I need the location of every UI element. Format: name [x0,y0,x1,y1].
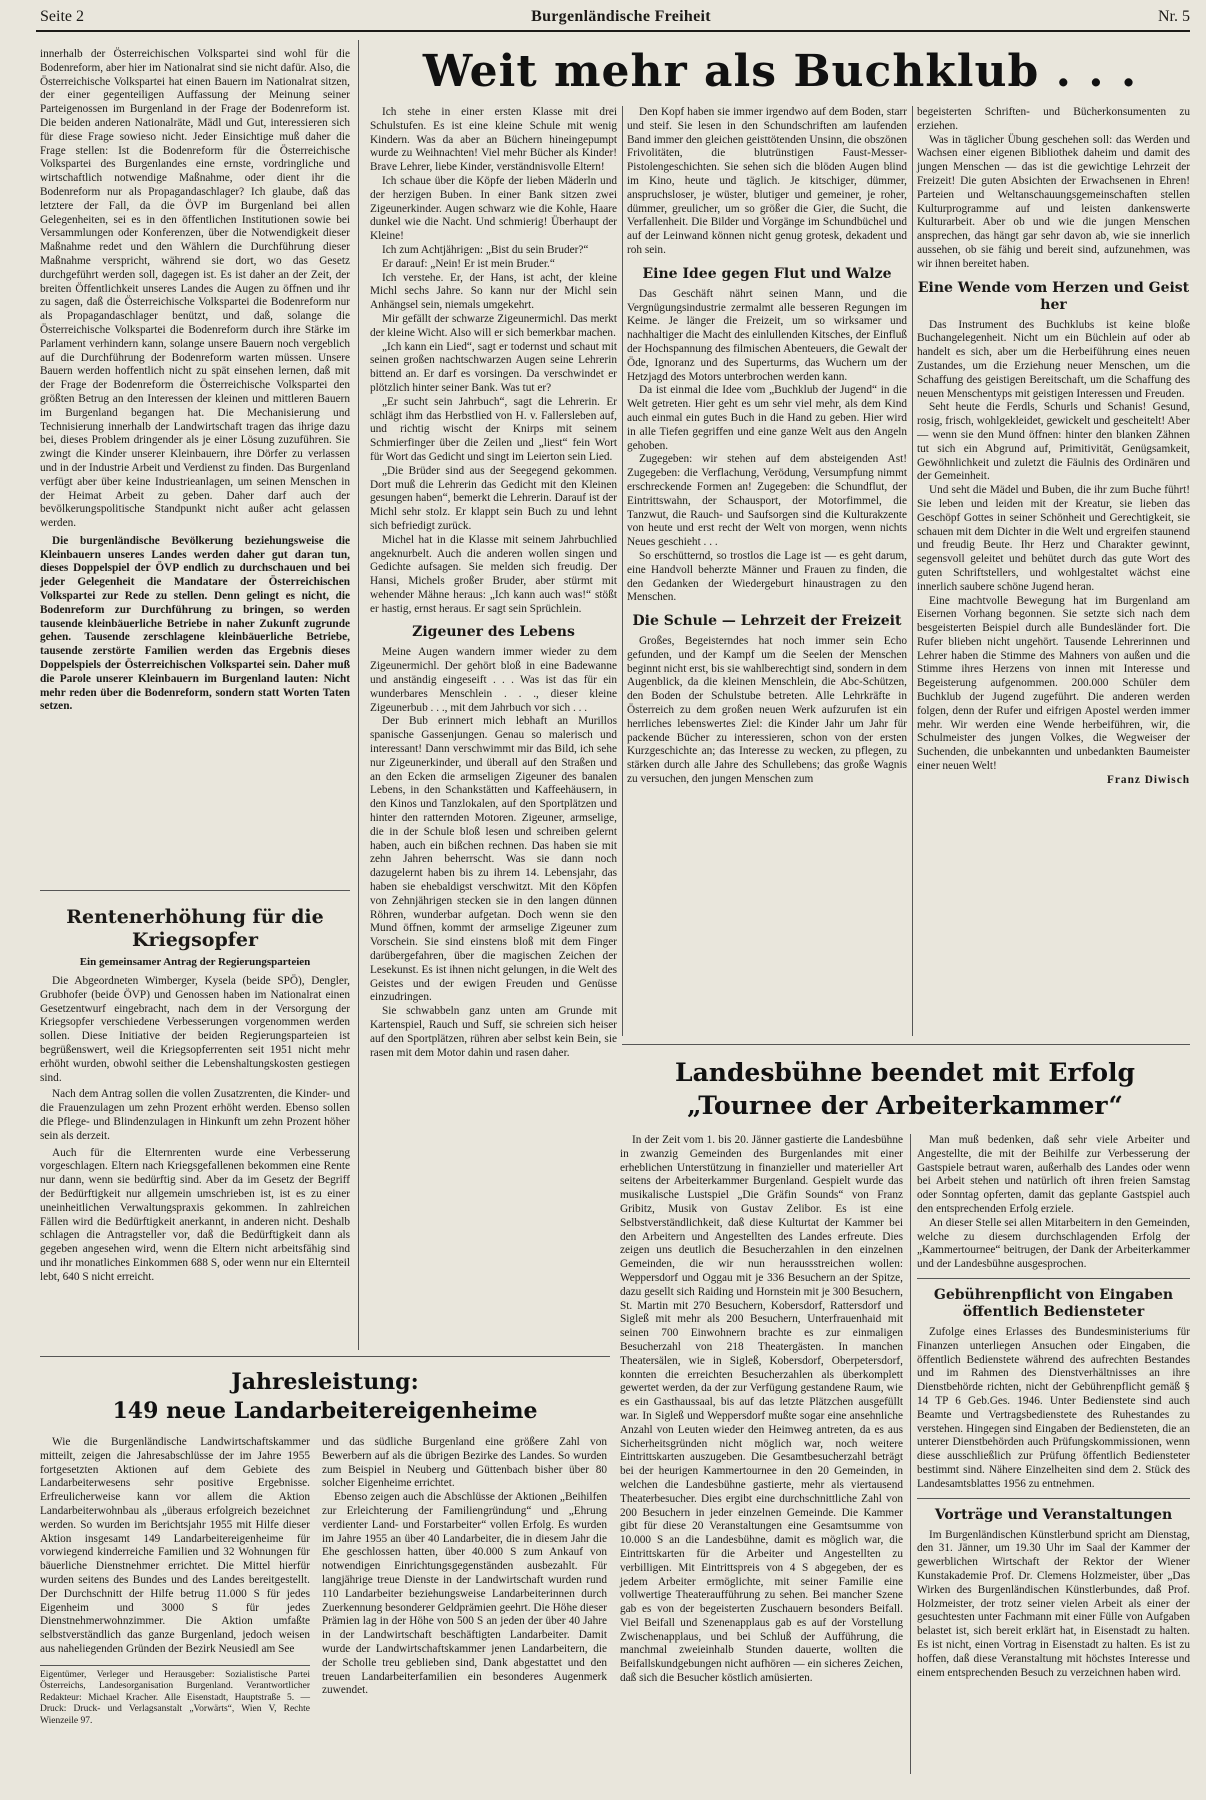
article-paragraph: Zugegeben: wir stehen auf dem absteigenden Ast! Zugegeben: die Verflachung, Verödung, Versumpfung nimmt erschreckende Formen an! Zugegeben: die Schundflut, der Eintrittswahn, der Schausport, der Motorfimmel, die Tanzwut, die Rauch- und Saufsorgen sind die Kulturakzente von heute und erst recht der Welt von morgen, wenn nichts Neues geschieht . . . [627,453,907,549]
article-paragraph: Ebenso zeigen auch die Abschlüsse der Aktionen „Beihilfen zur Erleichterung der Familiengründung“ und „Ehrung verdienter Land- und Forstarbeiter“ vollen Erfolg. Es wurden im Jahre 1955 an über 40 Landarbeiter, die in diesem Jahr die Ehe geschlossen hatten, über 40.000 S zum Ankauf von notwendigen Einrichtungsgegenständen ausbezahlt. Für langjährige treue Dienste in der Landwirtschaft wurden rund 110 Landarbeiter beziehungsweise Landarbeiterinnen durch Zuerkennung besonderer Geldprämien geehrt. Die Höhe dieser Prämien lag in der Höhe von 500 S an jeden der über 40 Jahre in der Landwirtschaft beschäftigten Landarbeiter. Damit wurde der Landwirtschaftskammer jenen Landarbeitern, die der Scholle treu geblieben sind, Dank abgestattet und den treuen Landarbeiterfamilien ein besonderes Augenmerk zuwendet. [322,1491,607,1697]
section-heading: Die Schule — Lehrzeit der Freizeit [632,613,902,630]
article-title: Rentenerhöhung für die Kriegsopfer [66,906,324,951]
newspaper-name: Burgenländische Freiheit [531,8,711,25]
page-header [40,6,1190,28]
divider [40,1665,310,1666]
article-paragraph: Ich schaue über die Köpfe der lieben Mäderln und der herzigen Buben. In einer Bank sitzen zwei Zigeunerkinder. Augen schwarz wie die Kohle, Haare dunkel wie die Nacht. Und schmierig! Überhaupt der Kleine! [370,174,617,243]
article-paragraph: Die Abgeordneten Wimberger, Kysela (beide SPÖ), Dengler, Grubhofer (beide ÖVP) und Genossen haben im Nationalrat einen Gesetzentwurf eingebracht, nach dem in der Versorgung der Kriegsopfer verschiedene Verbesserungen vorgenommen werden sollen. Diese Initiative der beiden Regierungsparteien ist begrüßenswert, weil die Kriegsopferrenten seit 1951 nicht mehr erhöht wurden, obwohl seither die Lebenshaltungskosten gestiegen sind. [40,975,350,1084]
article-paragraph: Wie die Burgenländische Landwirtschaftskammer mitteilt, zeigen die Jahresabschlüsse der im Jahre 1955 fortgesetzten Aktionen auf dem Gebiete des Landarbeiterwesens sehr positive Ergebnisse. Erfreulicherweise kann vor allem die Aktion Landarbeiterwohnbau als „überaus erfolgreich bezeichnet werden. So wurden im Berichtsjahr 1955 mit Hilfe dieser Aktion insgesamt 149 Landarbeitereigenheime für vorwiegend kinderreiche Familien und 32 Wohnungen für bäuerliche Dienstnehmer errichtet. Die Mittel hierfür wurden seitens des Bundes und des Landes bereitgestellt. Der Durchschnitt der Hilfe betrug 11.000 S für jedes Eigenheim und 3000 S für jedes Dienstnehmerwohnzimmer. Die Aktion umfaßte selbstverständlich das ganze Burgenland, jedoch weisen aus naheliegenden Gründen der Bezirk Neusiedl am See [40,1436,310,1655]
article-paragraph: Eine machtvolle Bewegung hat im Burgenland am Eisernen Vorhang begonnen. Sie setzte sich nach dem besgeisterten Beispiel durch alle Bundesländer fort. Die Rufer blieben nicht ungehört. Tausende Lehrerinnen und Lehrer haben die Stimme des Mahners von außen und die Stimme ihres Herzens von innen mit Interesse und Begeisterung aufgenommen. 200.000 Schüler dem Buchklub der Jugend zugeführt. Die anderen werden folgen, denn der Rufer und eifrigen Apostel werden immer mehr. Wir werden eine Wende herbeiführen, wir, die Schulmeister des jungen Volkes, die Wegweiser der Suchenden, die unbekannten und unbedankten Baumeister einer neuen Welt! [917,594,1190,773]
article-paragraph: In der Zeit vom 1. bis 20. Jänner gastierte die Landesbühne in zwanzig Gemeinden des Burgenlandes mit einer erheblichen Unterstützung in finanzieller und materieller Art seitens der Arbeiterkammer Burgenland. Gespielt wurde das musikalische Lustspiel „Die Gräfin Sounds“ von Franz Gribitz, Musik von Gustav Zelibor. Es ist eine Selbstverständlichkeit, daß diese Kulturtat der Kammer bei den Arbeitern und Angestellten des Landes erfreute. Dies zeigen uns deutlich die Besucherzahlen in den einzelnen Gemeinden, die wir nun heraussstreichen wollen: Weppersdorf und Oggau mit je 336 Besuchern an der Spitze, dazu gesellt sich Raiding und Hornstein mit je 300 Besuchern, St. Martin mit 270 Besuchern, Kobersdorf, Rattersdorf und Sigleß mit mehr als 200 Besuchern, Unterfrauenhaid mit seinen 700 Einwohnern brachte es zur einmaligen Besucherzahl von 218 Theatergästen. In manchen Theatersälen, wie in Sigleß, Kobersdorf, Oberpetersdorf, konnten die erreichten Besucherzahlen als überkomplett gewertet werden, da der zur Verfügung gestandene Raum, wie es ein Gasthaussaal, bis auf das letzte Plätzchen ausgefüllt war. In Sigleß und Weppersdorf mußte sogar eine ansehnliche Anzahl von Leuten wieder den Heimweg antreten, da es aus Sicherheitsgründen nicht möglich war, noch weitere Eintrittskarten auszugeben. Die Gesamtbesucherzahl beträgt bei der heurigen Kammertournee in den 20 Gemeinden, in welchen die Landesbühne gastierte, mehr als viertausend Theaterbesucher. Dies ergibt eine durchschnittliche Zahl von 200 Besuchern in jeder einzelnen Gemeinde. Die Kammer gibt für diese 20 Veranstaltungen eine Gesamtsumme von 10.000 S an die Landesbühne, damit es möglich war, die Eintrittskarten für die Arbeiter und Angestellten zu verbilligen. Mit Eintrittspreis von 4 S abgegeben, der es jedem Arbeiter ermöglichte, mit seiner Familie eine vollwertige Theateraufführung zu sehen. Bei mancher Szene gab es von der begeisterten Zuschauern besonders Beifall. Viel Beifall und Szenenapplaus gab es auf der Vorstellung Zwischenapplaus, und bei Schluß der Aufführung, die manchmal zweieinhalb Stunden dauerte, wollten die Beifallskundgebungen nicht aufhören — ein sicheres Zeichen, daß sich die Besucher köstlich amüsierten. [620,1134,903,1685]
article-paragraph: Er darauf: „Nein! Er ist mein Bruder.“ [382,257,555,270]
article-paragraph: Der Bub erinnert mich lebhaft an Murillos spanische Gassenjungen. Genau so malerisch und interessant! Dann verschwimmt mir das Bild, ich sehe nur Zigeunerkinder, und überall auf den Straßen und an den Ecken die armseligen Zigeuner des banalen Lebens, in den Schankstätten und Kaffeehäusern, in den Kinos und Tanzlokalen, auf den Sportplätzen und hinter den ratternden Motoren. Zigeuner, armselige, die in der Schule bloß lesen und schreiben gelernt haben, auch ein bißchen rechnen. Das haben sie mit zehn Jahren beherrscht. Was sie dann noch dazugelernt haben bis zu ihrem 14. Lebensjahr, das haben sie ehebaldigst verschwitzt. Mit den Köpfen von Zehnjährigen stecken sie in den langen dünnen Röhren, wunderbar aufgetan. Doch wenn sie den Mund öffnen, kommt der armselige Zigeuner zum Vorschein. Sie sind einstens bloß mit dem Finger darübergefahren, über die magischen Zeichen der Lesekunst. Es ist ihnen nicht gelungen, in die Welt des Geistes und der ewigen Freuden und Genüsse einzudringen. [370,715,617,1004]
headline-line-1: Jahresleistung: [231,1369,419,1395]
article-paragraph: begeisterten Schriften- und Bücherkonsumenten zu erziehen. [917,106,1190,132]
article-paragraph: Zufolge eines Erlasses des Bundesministeriums für Finanzen unterliegen Ansuchen oder Eingaben, die öffentlich Bedienstete während des aufrechten Bestandes und im Rahmen des Dienstverhältnisses an ihre Dienstbehörde richten, nicht der Gebührenpflicht gemäß § 14 TP 6 Geb.Ges. 1946. Unter Bedienstete sind auch Beamte und Vertragsbedienstete des Ruhestandes zu verstehen. Hingegen sind Eingaben der Bediensteten, die an unterer Dienstbehörden auch Prüfungskommissionen, wenn diese ausschließlich zur Prüfung öffentlich Bediensteter bestimmt sind. Nähere Einzelheiten sind dem 2. Stück des Landesamtsblattes 1956 zu entnehmen. [917,1325,1190,1490]
column-bodenreform [40,48,350,714]
article-paragraph: Nach dem Antrag sollen die vollen Zusatzrenten, die Kinder- und die Frauenzulagen um zehn Prozent erhöht werden. Ebenso sollen die Pflege- und Blindenzulagen in Hinkunft um zehn Prozent höher sein als derzeit. [40,1088,350,1142]
article-paragraph: Ich verstehe. Er, der Hans, ist acht, der kleine Michl sechs Jahre. So kann nur der Michl sein Anhängsel sein, niemals umgekehrt. [370,271,617,312]
column-divider [358,40,359,1350]
column-divider [910,1134,911,1774]
article-paragraph: „Ich kann ein Lied“, sagt er todernst und schaut mit seinen großen nachtschwarzen Augen seine Lehrerin bittend an. Er darf es vorsingen. Da verschwindet er plötzlich hinter seiner Bank. Was tut er? [370,340,617,394]
article-paragraph: Man muß bedenken, daß sehr viele Arbeiter und Angestellte, die mit der Beihilfe zur Verbesserung der Gastspiele betraut waren, außerhalb des Landes oder wenn bei Arbeit stehen und natürlich oft ihren freien Samstag oder Sonntag opferten, damit das geplante Gastspiel auch den entsprechenden Erfolg erziele. [917,1134,1190,1215]
issue-number: Nr. 5 [1157,8,1190,25]
landesbuehne-column-a [620,1134,903,1686]
article-rentenerhoehung [40,906,350,1285]
section-heading: Gebührenpflicht von Eingaben öffentlich Bediensteter [933,1286,1174,1320]
imprint: Eigentümer, Verleger und Herausgeber: Sozialistische Partei Österreichs, Landesorganisation Burgenland. Verantwortlicher Redakteur: Michael Kracher. Alle Eisenstadt, Hauptstraße 5. — Druck: Druck- und Verlagsanstalt „Vorwärts“, Wien V, Rechte Wienzeile 97. [40,1669,310,1726]
article-paragraph: „Er sucht sein Jahrbuch“, sagt die Lehrerin. Er schlägt ihm das Herbstlied von H. v. Fallersleben auf, und richtig wischt der Knirps mit seinem Schmierfinger über die Zeilen und „liest“ fein Wort für Wort das Gedicht und singt im Leierton sein Lied. [370,395,617,463]
article-subtitle: Ein gemeinsamer Antrag der Regierungsparteien [79,956,311,968]
column-buchklub-1 [370,106,617,1060]
column-divider [622,106,623,1036]
article-paragraph: An dieser Stelle sei allen Mitarbeitern in den Gemeinden, welche zu diesem durchschlagenden Erfolg der „Kammertournee“ beitrugen, der Dank der Arbeiterkammer und der Landesbühne ausgesprochen. [917,1216,1190,1271]
jahresleistung-column-b [322,1436,607,1698]
divider [917,1278,1190,1279]
article-paragraph: und das südliche Burgenland eine größere Zahl von Bewerbern auf als die übrigen Bezirke des Landes. So wurden zum Beispiel in Neuberg und Güttenbach bisher über 80 solcher Eigenheime errichtet. [322,1436,607,1490]
author-signature: Franz Diwisch [1107,773,1190,786]
article-paragraph: Seht heute die Ferdls, Schurls und Schanis! Gesund, rosig, frisch, wohlgekleidet, gewickelt und gescheitelt! Aber — wenn sie den Mund öffnen: hinter den blanken Zähnen tut sich ein Abgrund auf, Primitivität, Genügsamkeit, Gewöhnlichkeit und zuletzt die Fäulnis des Ordinären und der Gemeinheit. [917,401,1190,483]
jahresleistung-column-a [40,1436,310,1727]
article-paragraph: Den Kopf haben sie immer irgendwo auf dem Boden, starr und steif. Sie lesen in den Schundschriften am laufenden Band immer den gleichen geisttötenden Unsinn, die obszönen Frivolitäten, die blutrünstigen Faust-Messer-Pistolengeschichten. Sie sehen sich die blöden Augen blind im Kino, heute und täglich. Je kitschiger, dümmer, anspruchsloser, je wüster, blutiger und gemeiner, je roher, dümmer, greulicher, um so größer die Gier, die Sucht, die Verfallenheit. Die Bilder und Vorgänge im Schundbüchel und auf der Leinwand können nicht genug grotesk, dekadent und roh sein. [627,106,907,256]
page-number: Seite 2 [40,8,84,25]
jahresleistung-headline [40,1368,610,1426]
section-heading: Vorträge und Veranstaltungen [934,1506,1173,1523]
article-paragraph: Ich zum Achtjährigen: „Bist du sein Bruder?“ [382,243,589,256]
article-paragraph: Da ist einmal die Idee vom „Buchklub der Jugend“ in die Welt getreten. Hier geht es um sehr viel mehr, als dem Kind auch einmal ein gutes Buch in die Hand zu geben. Hier wird in alle Tiefen gegriffen und eine ganze Welt aus den Angeln gehoben. [627,384,907,452]
divider [40,890,350,891]
section-heading: Eine Wende vom Herzen und Geist her [917,279,1190,313]
section-heading: Eine Idee gegen Flut und Walze [642,265,892,282]
article-paragraph: innerhalb der Österreichischen Volkspartei sind wohl für die Bodenreform, aber hier im Nationalrat sind sie nicht dafür. Also, die Österreichische Volkspartei hat einen Bauern im Nationalrat sitzen, der einer gegenteiligen Auffassung der Meinung seiner Parteigenossen im Burgenland in der Frage der Bodenreform ist. Die beiden anderen Nationalräte, Mädl und Gut, interessieren sich für diese Frage sowieso nicht. Jeder Einsichtige muß daher die Frage stellen: Ist die Bodenreform für die Österreichische Volkspartei des Burgenlandes eine ernste, vordringliche und wirtschaftlich notwendige Maßnahme, oder dient ihr die Bodenreform nur als Propagandaschlager? Ich glaube, daß das letztere der Fall, da die ÖVP im Burgenland bei allen Gelegenheiten, sei es in den öffentlichen Institutionen sowie bei Versammlungen oder Konferenzen, über die Notwendigkeit dieser Maßnahme redet und den Wählern die Durchführung dieser Maßnahme verspricht, während sie dort, wo das Gesetz durchgeführt werden soll, dagegen ist. Es ist daher an der Zeit, der breiten Öffentlichkeit unseres Landes die Augen zu öffnen und ihr zu sagen, daß die Österreichische Volkspartei die Bodenreform nur als Propagandaschlager benützt, und daß, solange die Österreichische Volkspartei die Bodenreform durch ihre Stärke im Parlament verhindern kann, solange unsere Bauern noch vergeblich auf die Durchführung der Bodenreform warten müssen. Unsere Bauern werden hoffentlich nicht zu spät einsehen lernen, daß mit der Frage der Bodenreform die Österreichische Volkspartei den größten Betrug an den Interessen der kleinen und mittleren Bauern im Burgenland begangen hat. Die Mechanisierung und Technisierung innerhalb der Landwirtschaft tragen das ihrige dazu bei, dieses Problem dringender als je einer Lösung zuzuführen. Sie zwingt die Kinder unserer Kleinbauern, ihre Dörfer zu verlassen und in der Industrie Arbeit und Verdienst zu finden. Das Burgenland verfügt aber über keine Industrieanlagen, um seinen Menschen in der Heimat Arbeit zu geben. Daher darf auch der bevölkerungspolitische Standpunkt nicht außer acht gelassen werden. [40,48,350,530]
divider [622,1044,1190,1045]
article-paragraph: Im Burgenländischen Künstlerbund spricht am Dienstag, den 31. Jänner, um 19.30 Uhr im Saal der Kammer der gewerblichen Wirtschaft der Rektor der Wiener Kunstakademie Prof. Dr. Clemens Holzmeister, über „Das Wirken des Burgenländischen Künstlerbundes, daß Prof. Holzmeister, der trotz seiner vielen Arbeit als einer der gesuchtesten unter Fachmann mit einer Fülle von Aufgaben belastet ist, sich bereit erklärt hat, in Eisenstadt zu halten. Es ist nicht, einen Vortrag in Eisenstadt zu halten. Es ist zu hoffen, daß diese Veranstaltung mit höchstes Interesse und einem entsprechenden Besuch zu verzeichnen haben wird. [917,1528,1190,1679]
article-paragraph: Sie schwabbeln ganz unten am Grunde mit Kartenspiel, Rauch und Suff, sie schreien sich heiser auf den Sportplätzen, rühren aber selbst kein Bein, sie rasen mit dem Motor dahin und rasen daher. [370,1005,617,1059]
article-paragraph-bold: Die burgenländische Bevölkerung beziehungsweise die Kleinbauern unseres Landes werden daher gut daran tun, dieses Doppelspiel der ÖVP endlich zu durchschauen und bei jeder Gelegenheit die Mandatare der Österreichischen Volkspartei zur Rede zu stellen. Denn gelingt es nicht, die Bodenreform zur Durchführung zu bringen, so werden tausende kleinbäuerliche Betriebe in naher Zukunft zugrunde gehen. Tausende zerschlagene kleinbäuerliche Betriebe, tausende zerstörte Familien werden das Ergebnis dieses Doppelspiels der Österreichischen Volkspartei sein. Daher muß die Parole unserer Kleinbauern im Burgenland lauten: Nicht mehr reden über die Bodenreform, sondern statt Worten Taten setzen. [40,534,350,713]
article-paragraph: Michel hat in die Klasse mit seinem Jahrbuchlied angeknurbelt. Auch die anderen wollen singen und Gedichte aufsagen. Sie melden sich freudig. Der Hansi, Michels großer Bruder, aber stürmt mit wehender Mähne heraus: „Ich kann auch was!“ stößt er hastig, ernst heraus. Er sagt sein Sprüchlein. [370,533,617,615]
article-paragraph: Mir gefällt der schwarze Zigeunermichl. Das merkt der kleine Wicht. Also will er sich bemerkbar machen. [370,312,617,339]
article-paragraph: Und seht die Mädel und Buben, die ihr zum Buche führt! Sie leben und leiden mit der Kreatur, sie lieben das Geschöpf Gottes in seiner Schönheit und Gerechtigkeit, sie schauen mit dem Dichter in die Welt und ergreifen staunend und freudig Beute. Ihr Herz und Charakter gewinnt, segensvoll geleitet und behütet durch das gute Wort des guten Schriftstellers, und wohlgestaltet wächst eine innerlich saubere schöne Jugend heran. [917,484,1190,593]
column-buchklub-2 [627,106,907,787]
article-paragraph: Meine Augen wandern immer wieder zu dem Zigeunermichl. Der gehört bloß in eine Badewanne und anständig eingeseift . . . Was ist das für ein wunderbares Menschlein . . ., dieser kleine Zigeunerbub . . ., mit dem Jahrbuch vor sich . . . [370,646,617,714]
column-divider [912,106,913,1036]
divider [40,1356,610,1357]
article-paragraph: So erschütternd, so trostlos die Lage ist — es geht darum, eine Handvoll beherzte Männer und Frauen zu finden, die den Gedanken der Wiedergeburt hinaustragen zu den Menschen. [627,549,907,604]
column-buchklub-3 [917,106,1190,788]
landesbuehne-headline: Landesbühne beendet mit Erfolg „Tournee der Arbeiterkammer“ [675,1058,1135,1120]
article-paragraph: Das Geschäft nährt seinen Mann, und die Vergnügungsindustrie zermalmt alle besseren Regungen im Keime. Je länger die Freizeit, um so wirksamer und nachhaltiger die Macht des einlullenden Kitsches, der Einfluß der Hochspannung des filmischen Abenteuers, die Gewalt der Öde, Ignoranz und des Superturms, das Wuchern um der Hetzjagd des Motors unterbrochen werden kann. [627,287,907,383]
article-paragraph: Ich stehe in einer ersten Klasse mit drei Schulstufen. Es ist eine kleine Schule mit wenig Kindern. Was da aber an Büchern hineingepumpt wurde zu Weihnachten! Viel mehr Bücher als Kinder! Brave Lehrer, liebe Kinder, verständnisvolle Eltern! [370,106,617,174]
landesbuehne-column-b [917,1134,1190,1680]
article-paragraph: Großes, Begeisterndes hat noch immer sein Echo gefunden, und der Kampf um die Seelen der Menschen beginnt nicht erst, bis sie wahlberechtigt sind, sondern in dem Augenblick, da die kleinen Menschlein, die Abc-Schützen, den Boden der Schulstube betreten. Alle Lehrkräfte in Österreich zu dem großen neuen Werk aufzurufen ist ein herrliches lebenswertes Ziel: die Kinder Jahr um Jahr für packende Bücher zu interessieren, schon von der ersten Kurzgeschichte an; das Interesse zu wecken, zu pflegen, zu stärken durch alle Jahre des Schullebens; das große Wagnis zu versuchen, den jungen Menschen zum [627,635,907,786]
article-paragraph: Das Instrument des Buchklubs ist keine bloße Buchangelegenheit. Nicht um ein Büchlein auf oder ab handelt es sich, aber um die Herbeiführung eines neuen Zustandes, um die Erziehung neuer Menschen, um die Schaffung des geistigen Bereitschaft, um die Schaffung des neuen Menschentyps mit geistigen Interessen und Freuden. [917,318,1190,400]
article-paragraph: „Die Brüder sind aus der Seegegend gekommen. Dort muß die Lehrerin das Gedicht mit den Kleinen gesungen haben“, bemerkt die Lehrerin. Darauf ist der Michl sehr stolz. Er klappt sein Buch zu und lehnt sich befriedigt zurück. [370,464,617,532]
header-rule [36,30,1190,32]
divider [917,1498,1190,1499]
main-headline: Weit mehr als Buchklub . . . [422,46,1138,97]
headline-line-2: 149 neue Landarbeitereigenheime [112,1398,538,1424]
article-paragraph: Auch für die Elternrenten wurde eine Verbesserung vorgeschlagen. Eltern nach Kriegsgefallenen bekommen eine Rente nur dann, wenn sie bedürftig sind. Aber da im Gesetz der Begriff der Bedürftigkeit nur allgemein umschrieben ist, ist es zu einer uneinheitlichen Verwaltungspraxis gekommen. In zahlreichen Fällen wird die Bedürftigkeit anerkannt, in anderen nicht. Deshalb schlagen die Antragsteller vor, daß die Bedürftigkeit dann als gegeben angesehen wird, wenn die Eltern nicht arbeitsfähig sind und ihr monatliches Einkommen 688 S, oder wenn nur ein Elternteil lebt, 640 S nicht erreicht. [40,1146,350,1283]
article-paragraph: Was in täglicher Übung geschehen soll: das Werden und Wachsen einer eigenen Bibliothek daheim und damit des jungen Menschen — das ist die gewichtige Lehrzeit der Freizeit! Die guten Absichten der Erwachsenen in Ehren! Parteien und Weltanschauungsgemeinschaften stellen Kulturprogramme auf und leisten dankenswerte Kulturarbeit. Aber ob und wie die jungen Menschen ansprechen, das hängt gar sehr davon ab, wie sie innerlich aussehen, ob sie fähig und bereit sind, aufzunehmen, was wir ihnen bereitet haben. [917,133,1190,270]
section-heading: Zigeuner des Lebens [412,624,575,641]
